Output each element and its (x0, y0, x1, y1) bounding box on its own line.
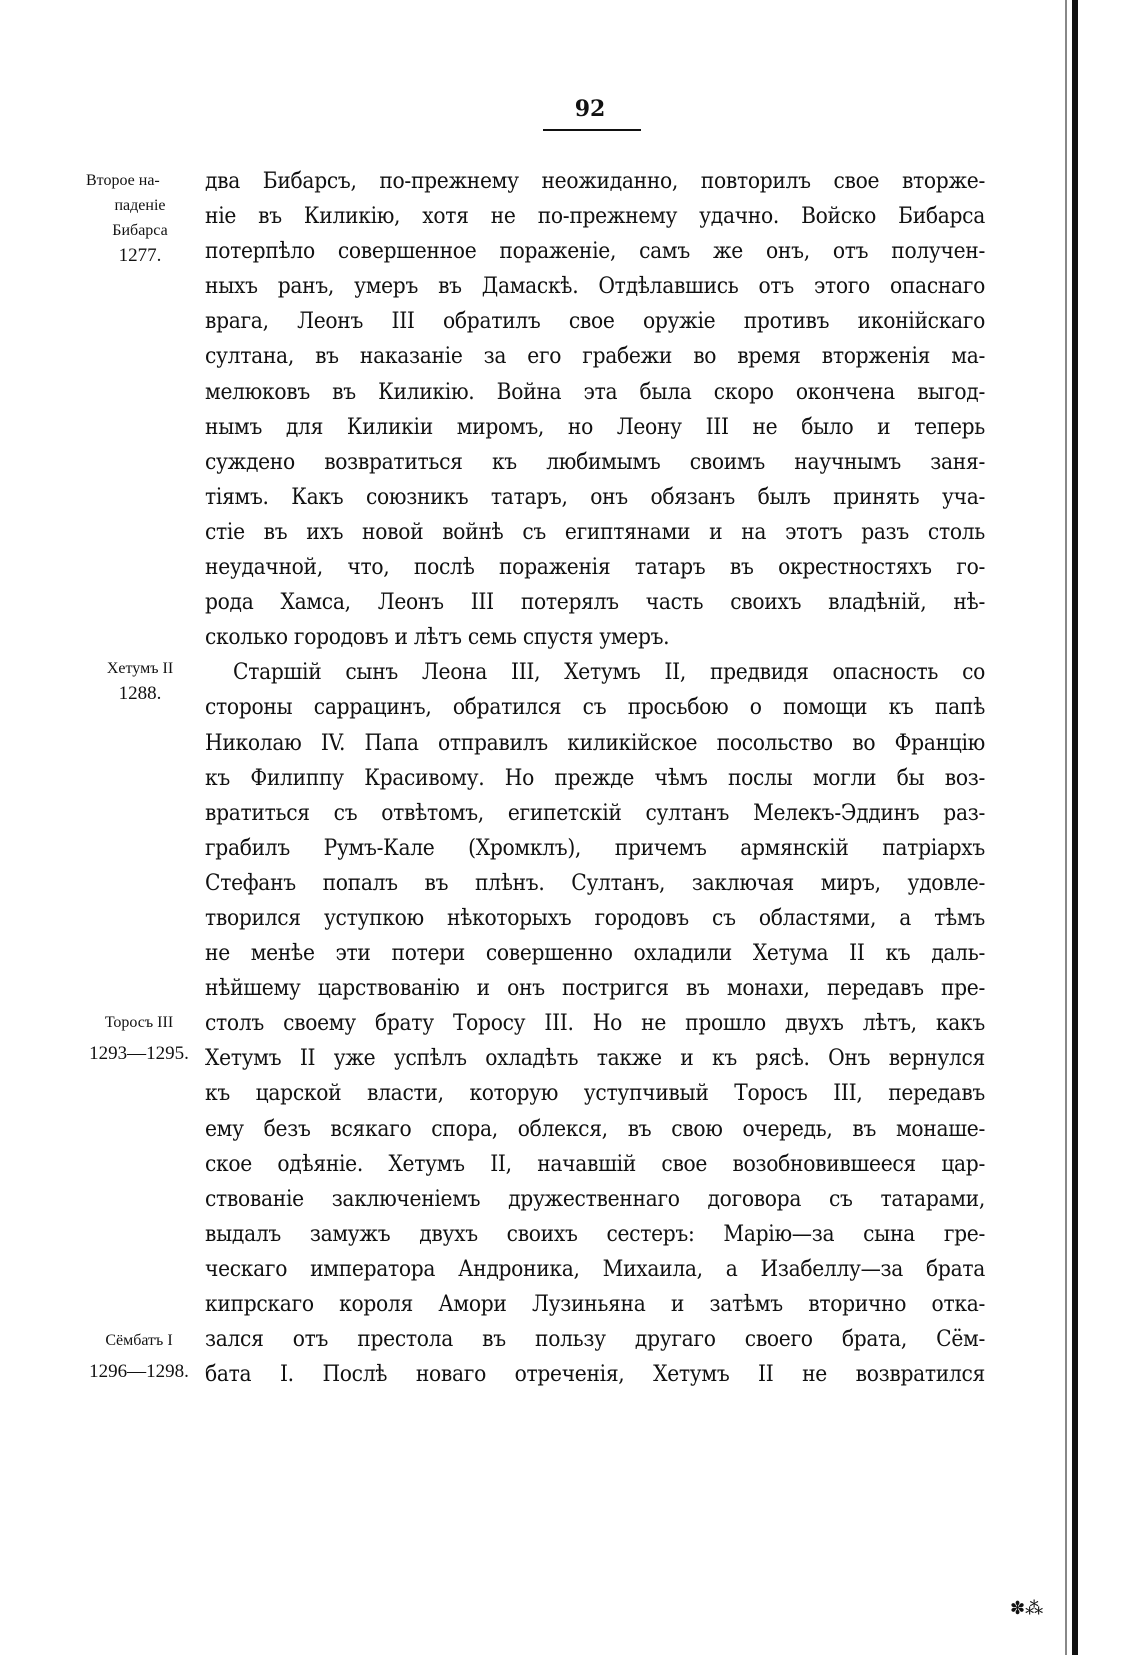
text-line: столъ своему брату Торосу III. Но не прошло двухъ лѣтъ, какъ (205, 1010, 985, 1037)
margin-note-line: паденіе (114, 197, 166, 214)
text-line: мелюковъ въ Киликію. Война эта была скоро окончена выгод- (205, 378, 985, 405)
margin-note-line: Торосъ III (104, 1014, 174, 1031)
text-line: вратиться съ отвѣтомъ, египетскій султанъ Мелекъ-Эддинъ раз- (205, 799, 985, 826)
margin-note-sembat (80, 1328, 198, 1384)
scan-edge (1072, 0, 1078, 1655)
text-line: Хетумъ II уже успѣлъ охладѣть также и къ рясѣ. Онъ вернулся (205, 1045, 985, 1072)
scan-edge-shadow (1065, 0, 1067, 1655)
margin-note-second-invasion (84, 168, 196, 268)
text-line: суждено возвратиться къ любимымъ своимъ научнымъ заня- (205, 448, 985, 475)
text-line: ческаго императора Андроника, Михаила, а Изабеллу—за брата (205, 1255, 985, 1282)
text-line: нѣйшему царствованію и онъ постригся въ монахи, передавъ пре- (205, 975, 985, 1002)
margin-note-line: 1288. (118, 683, 162, 704)
text-line: стіе въ ихъ новой войнѣ съ египтянами и на этотъ разъ столь (205, 518, 985, 545)
body-text (205, 164, 985, 1392)
text-line: грабилъ Румъ-Кале (Хромклъ), причемъ армянскій патріархъ (205, 834, 985, 861)
text-line: нымъ для Киликіи миромъ, но Леону III не было и теперь (205, 413, 985, 440)
margin-note-line: 1296—1298. (89, 1361, 189, 1382)
text-line: зался отъ престола въ пользу другаго своего брата, Сём- (205, 1326, 985, 1353)
margin-note-line: Бибарса (112, 222, 168, 239)
margin-note-toros (80, 1010, 198, 1066)
text-line: ствованіе заключеніемъ дружественнаго договора съ татарами, (205, 1185, 985, 1212)
printer-ornament-icon: ✽⁂ (1010, 1598, 1044, 1619)
text-line: сколько городовъ и лѣтъ семь спустя умеръ. (205, 624, 670, 651)
text-line: неудачной, что, послѣ пораженія татаръ въ окрестностяхъ го- (205, 554, 985, 581)
margin-note-line: 1293—1295. (89, 1043, 189, 1064)
margin-note-hetum (84, 656, 196, 706)
text-line: ское одѣяніе. Хетумъ II, начавшій свое возобновившееся цар- (205, 1150, 985, 1177)
text-line: ныхъ ранъ, умеръ въ Дамаскѣ. Отдѣлавшись отъ этого опаснаго (205, 273, 985, 300)
text-line: рода Хамса, Леонъ III потерялъ часть своихъ владѣній, нѣ- (205, 589, 985, 616)
text-line: не менѣе эти потери совершенно охладили Хетума II къ даль- (205, 940, 985, 967)
page-number-rule (543, 129, 641, 131)
text-line: ніе въ Киликію, хотя не по-прежнему удачно. Войско Бибарса (205, 203, 985, 230)
text-line: творился уступкою нѣкоторыхъ городовъ съ областями, а тѣмъ (205, 904, 985, 931)
text-line: ему безъ всякаго спора, облекся, въ свою очередь, въ монаше- (205, 1115, 985, 1142)
margin-note-line: 1277. (118, 245, 162, 266)
text-line: потерпѣло совершенное пораженіе, самъ же онъ, отъ получен- (205, 238, 985, 265)
text-line: два Бибарсъ, по-прежнему неожиданно, повторилъ свое вторже- (205, 168, 985, 194)
text-line: выдалъ замужъ двухъ своихъ сестеръ: Марію—за сына гре- (205, 1220, 985, 1247)
margin-note-line: Сёмбатъ I (105, 1332, 173, 1349)
text-line: стороны саррацинъ, обратился съ просьбою о помощи къ папѣ (205, 694, 985, 721)
text-line: Николаю IV. Папа отправилъ киликійское посольство во Францію (205, 729, 985, 756)
text-line: бата I. Послѣ новаго отреченія, Хетумъ II не возвратился (205, 1361, 985, 1388)
margin-note-line: Второе на- (86, 172, 160, 189)
text-line: тіямъ. Какъ союзникъ татаръ, онъ обязанъ былъ принять уча- (205, 483, 985, 510)
text-line: къ Филиппу Красивому. Но прежде чѣмъ послы могли бы воз- (205, 764, 985, 791)
page-number: 92 (574, 96, 606, 122)
text-line: Стефанъ попалъ въ плѣнъ. Султанъ, заключая миръ, удовле- (205, 869, 985, 896)
text-line: врага, Леонъ III обратилъ свое оружіе противъ иконійскаго (205, 308, 985, 335)
text-line: къ царской власти, которую уступчивый Торосъ III, передавъ (205, 1080, 985, 1107)
text-line: султана, въ наказаніе за его грабежи во время вторженія ма- (205, 343, 985, 370)
margin-note-line: Хетумъ II (106, 660, 174, 677)
text-line: Старшій сынъ Леона III, Хетумъ II, предвидя опасность со (233, 659, 985, 686)
text-line: кипрскаго короля Амори Лузиньяна и затѣмъ вторично отка- (205, 1291, 985, 1317)
